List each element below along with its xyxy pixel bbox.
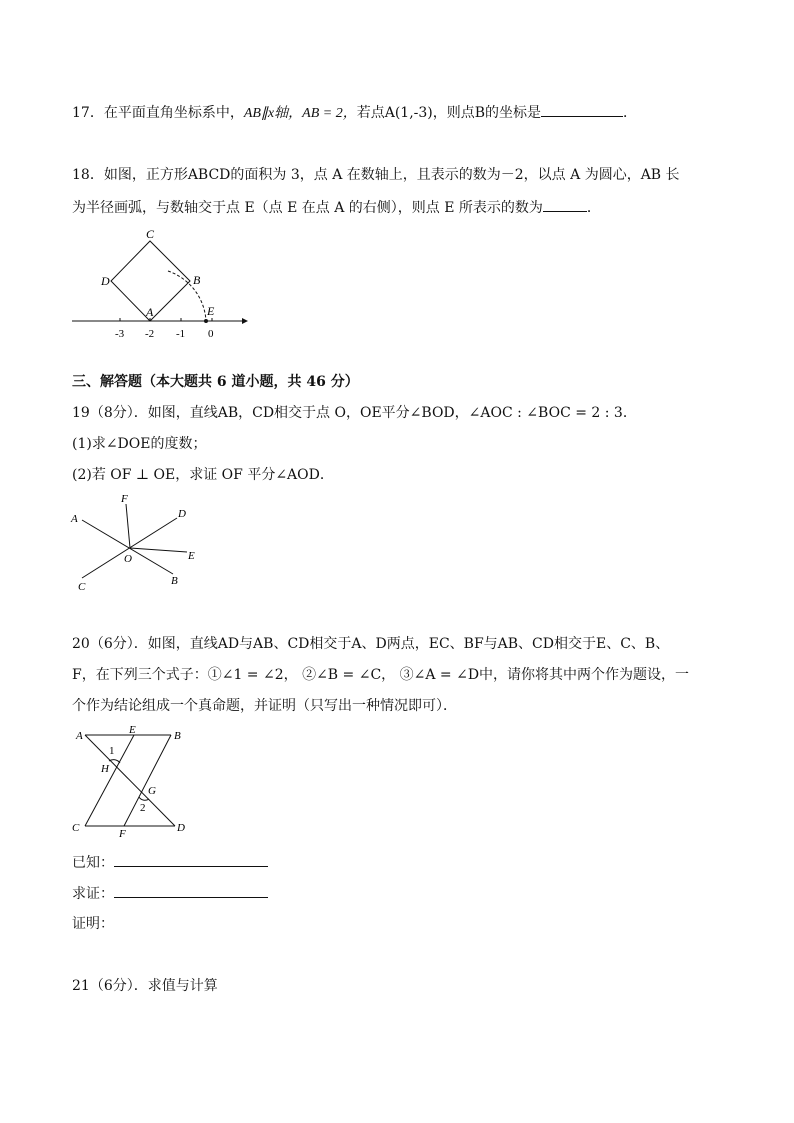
label-a: A [76,730,83,742]
label-g: G [148,785,156,797]
q18-tail: ． [586,200,601,216]
q17-line [72,102,637,124]
label-h: H [101,763,109,775]
label-c: C [146,227,155,241]
label-a: A [146,305,154,319]
q18-line2-text: 为半径画弧，与数轴交于点 E（点 E 在点 A 的右侧），则点 E 所表示的数为 [72,200,543,216]
q20-prove-blank[interactable] [114,883,268,898]
label-b: B [193,273,201,287]
q18-answer-blank[interactable] [543,197,587,212]
section3-heading: 三、解答题（本大题共 6 道小题，共 46 分） [72,374,359,390]
q17-mid: 若点A(1,-3)，则点B的坐标是 [356,105,542,121]
ray-of [126,504,130,548]
label-d: D [177,822,185,834]
q20-line2: F，在下列三个式子：①∠1 = ∠2， ②∠B = ∠C， ③∠A = ∠D中，请你将其中两个作为题设，一 [72,667,690,683]
label-1: 1 [109,745,115,757]
q20-prove-line [72,883,268,904]
line-ab [82,520,173,574]
label-o: O [124,553,132,565]
q20-line1: 20（6分）．如图，直线AD与AB、CD相交于A、D两点，EC、BF与AB、CD相交于E、C、B、 [72,636,670,652]
label-f: F [119,828,126,840]
tick-label-neg2: -2 [145,328,155,340]
label-f: F [121,493,128,505]
q19-figure [65,490,210,595]
q18-line2 [72,197,601,218]
label-e: E [129,725,136,736]
q19-line1: 19（8分）．如图，直线AB，CD相交于点 O，OE平分∠BOD，∠AOC : ∠BOC = 2 : 3． [72,405,637,421]
q21-line1: 21（6分）．求值与计算 [72,978,218,994]
tick-label-neg3: -3 [115,328,125,340]
label-b: B [174,730,181,742]
q18-line1: 18．如图，正方形ABCD的面积为 3，点 A 在数轴上，且表示的数为－2，以点 A 为圆心，AB 长 [72,167,680,183]
q17-cond1: AB∥x轴， [243,106,303,121]
label-e: E [207,304,215,318]
label-d: D [101,274,110,288]
q17-lead: 17．在平面直角坐标系中， [72,105,244,121]
q20-figure [65,725,195,840]
tick-label-neg1: -1 [176,328,186,340]
q18-figure [60,225,260,345]
segment-ad [85,735,175,826]
label-b: B [171,575,178,587]
q20-known-label: 已知： [72,855,114,871]
q17-answer-blank[interactable] [541,102,623,117]
segment-bf [124,735,171,826]
label-a: A [71,513,78,525]
label-d: D [178,508,186,520]
q20-line3: 个作为结论组成一个真命题，并证明（只写出一种情况即可）． [72,698,457,714]
label-e: E [188,550,195,562]
q17-tail: ． [623,105,638,121]
q20-prove-label: 求证： [72,886,114,902]
point-e [204,319,208,323]
q20-known-blank[interactable] [114,852,268,867]
tick-label-0: 0 [208,328,214,340]
label-2: 2 [140,802,146,814]
q19-line3: (2)若 OF ⊥ OE，求证 OF 平分∠AOD． [72,467,334,483]
label-c: C [72,822,80,834]
q20-proof-label: 证明： [72,916,114,932]
number-line [72,318,248,324]
q17-cond2: AB = 2， [302,106,357,121]
q19-line2: (1)求∠DOE的度数； [72,436,207,452]
label-c: C [78,581,86,593]
q20-known-line [72,852,268,873]
ray-oe [130,548,187,552]
